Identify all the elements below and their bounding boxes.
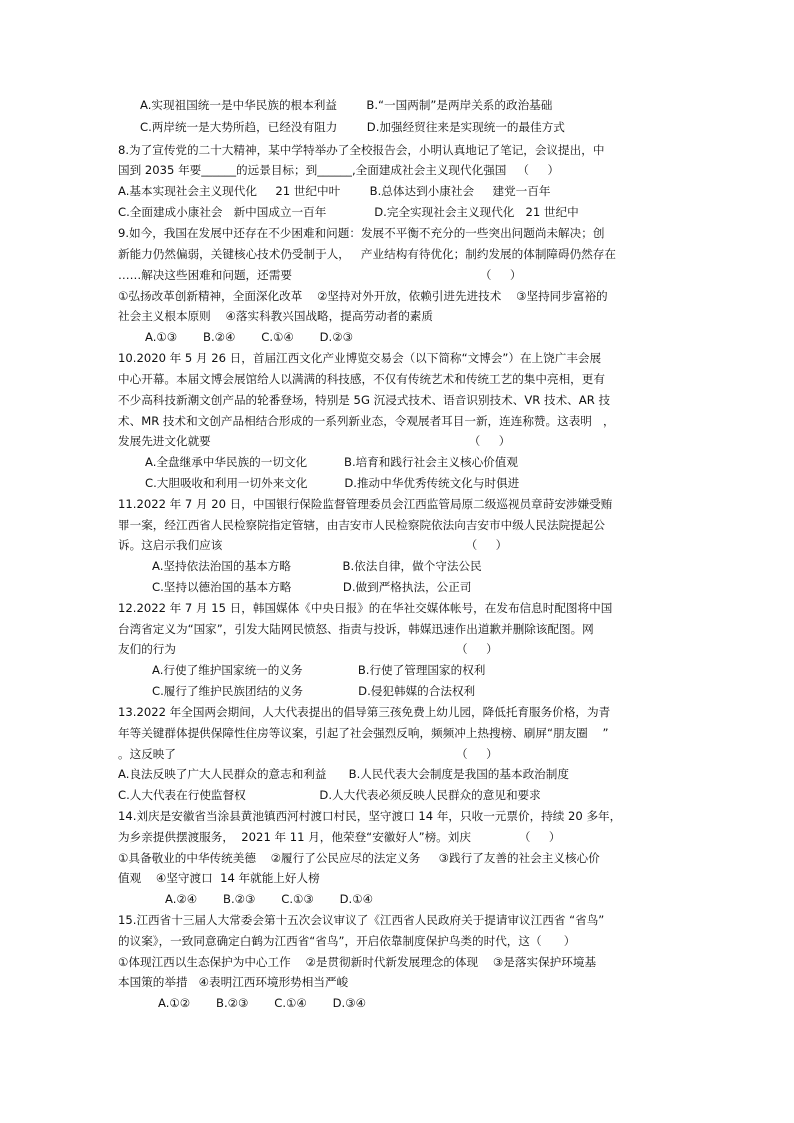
q12-stem-line-2: 台湾省定义为“国家”，引发大陆网民愤怒、指责与投诉，韩媒迅速作出道歉并删除该配图。网: [118, 622, 594, 636]
q10-options-line-2: C.大胆吸收和利用一切外来文化 D.推动中华优秀传统文化与时俱进: [145, 476, 520, 490]
q11-stem-line-3: 诉。这启示我们应该 （ ）: [118, 538, 508, 552]
q8-options-line-2: C.全面建成小康社会 新中国成立一百年 D.完全实现社会主义现代化 21 世纪中: [118, 205, 579, 219]
q10-stem-line-2: 中心开幕。本届文博会展馆给人以满满的科技感，不仅有传统艺术和传统工艺的集中亮相，更有: [118, 372, 605, 386]
q14-items-line-1: ①具备敬业的中华传统美德 ②履行了公民应尽的法定义务 ③践行了友善的社会主义核心价: [118, 851, 600, 865]
q8-stem-line-1: 8.为了宣传党的二十大精神，某中学特举办了全校报告会，小明认真地记了笔记，会议提出，中: [118, 143, 605, 157]
q14-stem-line-2: 为乡亲提供摆渡服务， 2021 年 11 月，他荣登“安徽好人”榜。刘庆 （ ）: [118, 830, 561, 844]
q13-stem-line-1: 13.2022 年全国两会期间，人大代表提出的倡导第三孩免费上幼儿园，降低托育服务价格，为青: [118, 705, 611, 719]
q12-stem-line-3: 友们的行为 （ ）: [118, 642, 498, 656]
q13-stem-line-2: 年等关键群体提供保障性住房等议案，引起了社会强烈反响，频频冲上热搜榜、刷屏“朋友圈 ”: [118, 726, 609, 740]
q14-options: A.②④ B.②③ C.①③ D.①④: [165, 892, 373, 906]
q9-stem-line-2: 新能力仍然偏弱，关键核心技术仍受制于人， 产业结构有待优化；制约发展的体制障碍仍然存在: [118, 247, 616, 261]
q12-options-line-2: C.履行了维护民族团结的义务 D.侵犯韩媒的合法权利: [152, 684, 476, 698]
q10-stem-line-4: 术、MR 技术和文创产品相结合形成的一系列新业态，令观展者耳目一新，连连称赞。这表明 ，: [118, 414, 615, 428]
q15-items-line-1: ①体现江西以生态保护为中心工作 ②是贯彻新时代新发展理念的体现 ③是落实保护环境基: [118, 955, 597, 969]
q15-stem-line-1: 15.江西省十三届人大常委会第十五次会议审议了《江西省人民政府关于提请审议江西省 “省鸟”: [118, 913, 605, 927]
q13-options-line-2: C.人大代表在行使监督权 D.人大代表必须反映人民群众的意见和要求: [118, 788, 541, 802]
q15-options: A.①② B.②③ C.①④ D.③④: [158, 996, 366, 1010]
q7-options-line-2: C.两岸统一是大势所趋，已经没有阻力 D.加强经贸往来是实现统一的最佳方式: [140, 120, 565, 134]
q11-options-line-2: C.坚持以德治国的基本方略 D.做到严格执法，公正司: [152, 580, 472, 594]
q12-options-line-1: A.行使了维护国家统一的义务 B.行使了管理国家的权利: [152, 663, 486, 677]
q11-stem-line-2: 罪一案，经江西省人民检察院指定管辖，由吉安市人民检察院依法向吉安市中级人民法院提起公: [118, 518, 605, 532]
q10-options-line-1: A.全盘继承中华民族的一切文化 B.培育和践行社会主义核心价值观: [145, 455, 518, 469]
q10-stem-line-1: 10.2020 年 5 月 26 日，首届江西文化产业博览交易会（以下简称“文博会”）在上饶广丰会展: [118, 351, 602, 365]
q7-options-line-1: A.实现祖国统一是中华民族的根本利益 B.“一国两制”是两岸关系的政治基础: [140, 98, 553, 112]
q13-options-line-1: A.良法反映了广大人民群众的意志和利益 B.人民代表大会制度是我国的基本政治制度: [118, 767, 569, 781]
q10-stem-line-5: 发展先进文化就要 （ ）: [118, 434, 511, 448]
q10-stem-line-3: 不少高科技新潮文创产品的轮番登场，特别是 5G 沉浸式技术、语音识别技术、VR 技术、AR 技: [118, 393, 611, 407]
q13-stem-line-3: 。这反映了 （ ）: [118, 747, 498, 761]
q15-stem-line-2: 的议案》，一致同意确定白鹤为江西省“省鸟”，开启依靠制度保护鸟类的时代，这（ ）: [118, 934, 576, 948]
q8-stem-line-2: 国到 2035 年要______的远景目标；到______,全面建成社会主义现代化强国 （ ）: [118, 163, 560, 177]
q11-options-line-1: A.坚持依法治国的基本方略 B.依法自律，做个守法公民: [152, 559, 482, 573]
q14-items-line-2: 值观 ④坚守渡口 14 年就能上好人榜: [118, 871, 320, 885]
q9-stem-line-1: 9.如今，我国在发展中还存在不少困难和问题：发展不平衡不充分的一些突出问题尚未解决；创: [118, 226, 605, 240]
q9-stem-line-3: ……解决这些困难和问题，还需要 （ ）: [118, 268, 522, 282]
q14-stem-line-1: 14.刘庆是安徽省当涂县黄池镇西河村渡口村民，坚守渡口 14 年，只收一元票价，持续 20 多年，: [118, 809, 622, 823]
q9-items-line-2: 社会主义根本原则 ④落实科教兴国战略，提高劳动者的素质: [118, 309, 433, 323]
q12-stem-line-1: 12.2022 年 7 月 15 日，韩国媒体《中央日报》的在华社交媒体帐号，在发布信息时配图将中国: [118, 601, 613, 615]
q11-stem-line-1: 11.2022 年 7 月 20 日，中国银行保险监督管理委员会江西监管局原二级巡视员章莳安涉嫌受贿: [118, 497, 613, 511]
q15-items-line-2: 本国策的举措 ④表明江西环境形势相当严峻: [118, 975, 349, 989]
q8-options-line-1: A.基本实现社会主义现代化 21 世纪中叶 B.总体达到小康社会 建党一百年: [118, 184, 551, 198]
q9-options: A.①③ B.②④ C.①④ D.②③: [145, 330, 353, 344]
q9-items-line-1: ①弘扬改革创新精神，全面深化改革 ②坚持对外开放，依赖引进先进技术 ③坚持同步富裕的: [118, 289, 608, 303]
